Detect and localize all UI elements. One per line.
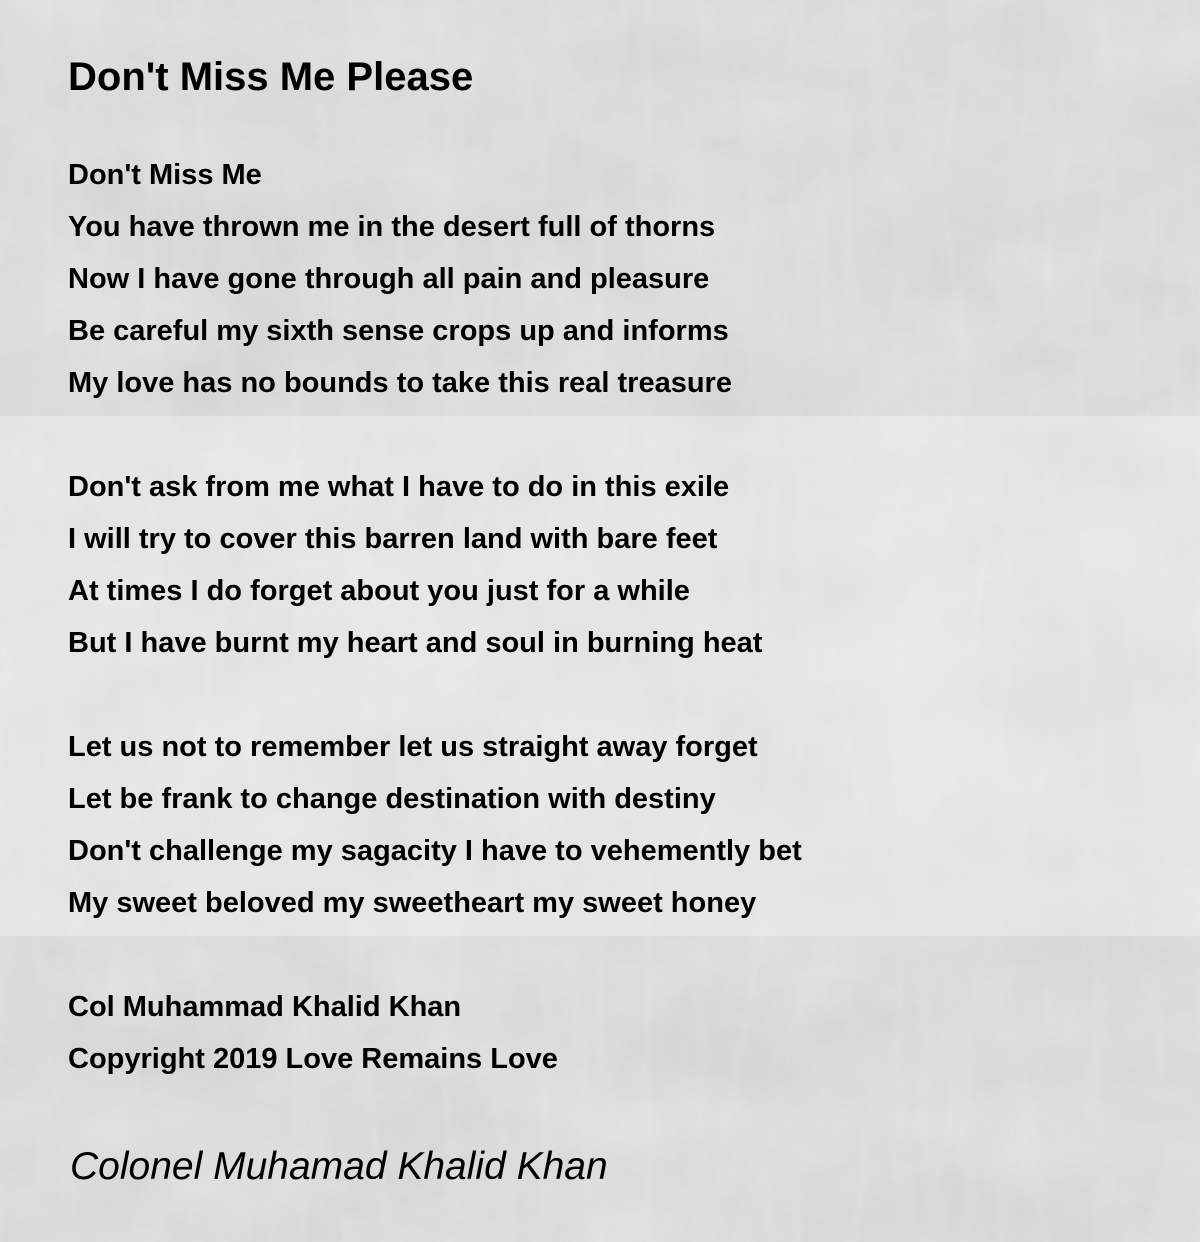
- author-signature: Colonel Muhamad Khalid Khan: [70, 1145, 608, 1188]
- poem-line: My love has no bounds to take this real treasure: [68, 367, 732, 399]
- author-credit: Col Muhammad Khalid Khan: [68, 991, 462, 1023]
- poem-line: Now I have gone through all pain and pleasure: [68, 263, 710, 295]
- poem-line: Let us not to remember let us straight away forget: [68, 731, 758, 763]
- poem-line: Don't Miss Me: [68, 159, 262, 191]
- poem-line: At times I do forget about you just for a while: [68, 575, 690, 607]
- poem-line: Let be frank to change destination with destiny: [68, 783, 716, 815]
- poem-line: Don't ask from me what I have to do in this exile: [68, 471, 730, 503]
- poem-line: Don't challenge my sagacity I have to vehemently bet: [68, 835, 802, 867]
- poem-line: My sweet beloved my sweetheart my sweet honey: [68, 887, 757, 919]
- poem-line: I will try to cover this barren land with bare feet: [68, 523, 718, 555]
- poem-title: Don't Miss Me Please: [68, 55, 474, 99]
- poem-line: Be careful my sixth sense crops up and informs: [68, 315, 729, 347]
- poem-line: But I have burnt my heart and soul in burning heat: [68, 627, 763, 659]
- poem-line: You have thrown me in the desert full of thorns: [68, 211, 716, 243]
- copyright-line: Copyright 2019 Love Remains Love: [68, 1043, 558, 1075]
